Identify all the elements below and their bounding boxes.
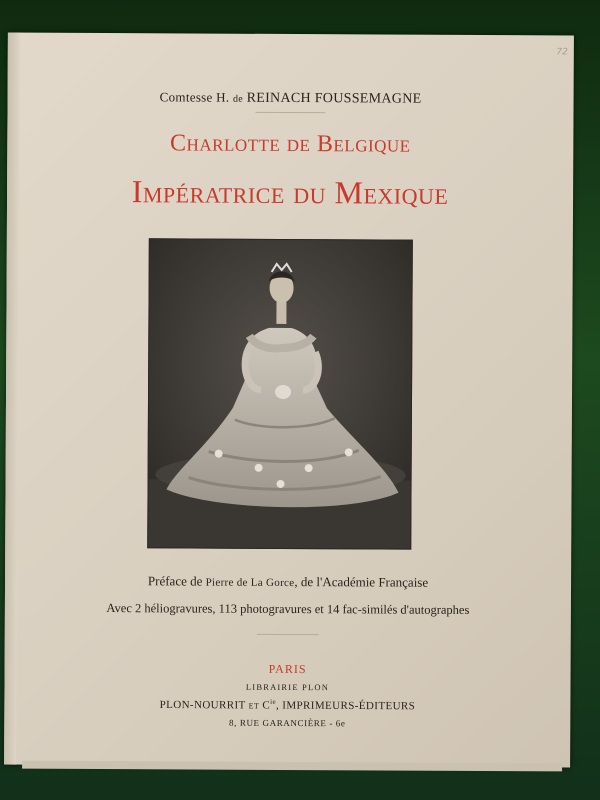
- publisher-line: [4, 697, 570, 714]
- portrait-photograph: [147, 238, 413, 549]
- publisher-main: PLON-NOURRIT: [159, 698, 246, 712]
- publisher-tail: , IMPRIMEURS-ÉDITEURS: [275, 699, 416, 713]
- address: 8, RUE GARANCIÈRE - 6e: [229, 717, 346, 729]
- author-line: [8, 89, 574, 109]
- pencil-mark: 72: [556, 47, 568, 58]
- preface-suffix: , de l'Académie Française: [294, 574, 429, 590]
- publisher-label: LIBRAIRIE PLON: [245, 681, 330, 693]
- author-particle: de: [232, 93, 244, 105]
- author-prefix: Comtesse H.: [159, 89, 230, 105]
- author-name: REINACH FOUSSEMAGNE: [246, 90, 422, 107]
- divider-bottom: [257, 634, 319, 635]
- illustrations-line: Avec 2 héliogravures, 113 photogravures et 14 fac-similés d'autographes: [106, 601, 470, 617]
- book-cover: [4, 33, 574, 768]
- title-line-2: Impératrice du Mexique: [131, 173, 449, 211]
- publisher-ie: ie: [270, 697, 277, 706]
- publisher-co: C: [262, 699, 271, 712]
- publisher-et: ET: [248, 701, 260, 711]
- city: PARIS: [268, 661, 307, 677]
- portrait-figure: [148, 239, 412, 548]
- title-line-1: Charlotte de Belgique: [170, 130, 411, 158]
- preface-author: Pierre de La Gorce: [205, 576, 295, 590]
- divider-top: [256, 112, 326, 113]
- preface-prefix: Préface de: [147, 573, 203, 589]
- preface-line: [5, 573, 571, 592]
